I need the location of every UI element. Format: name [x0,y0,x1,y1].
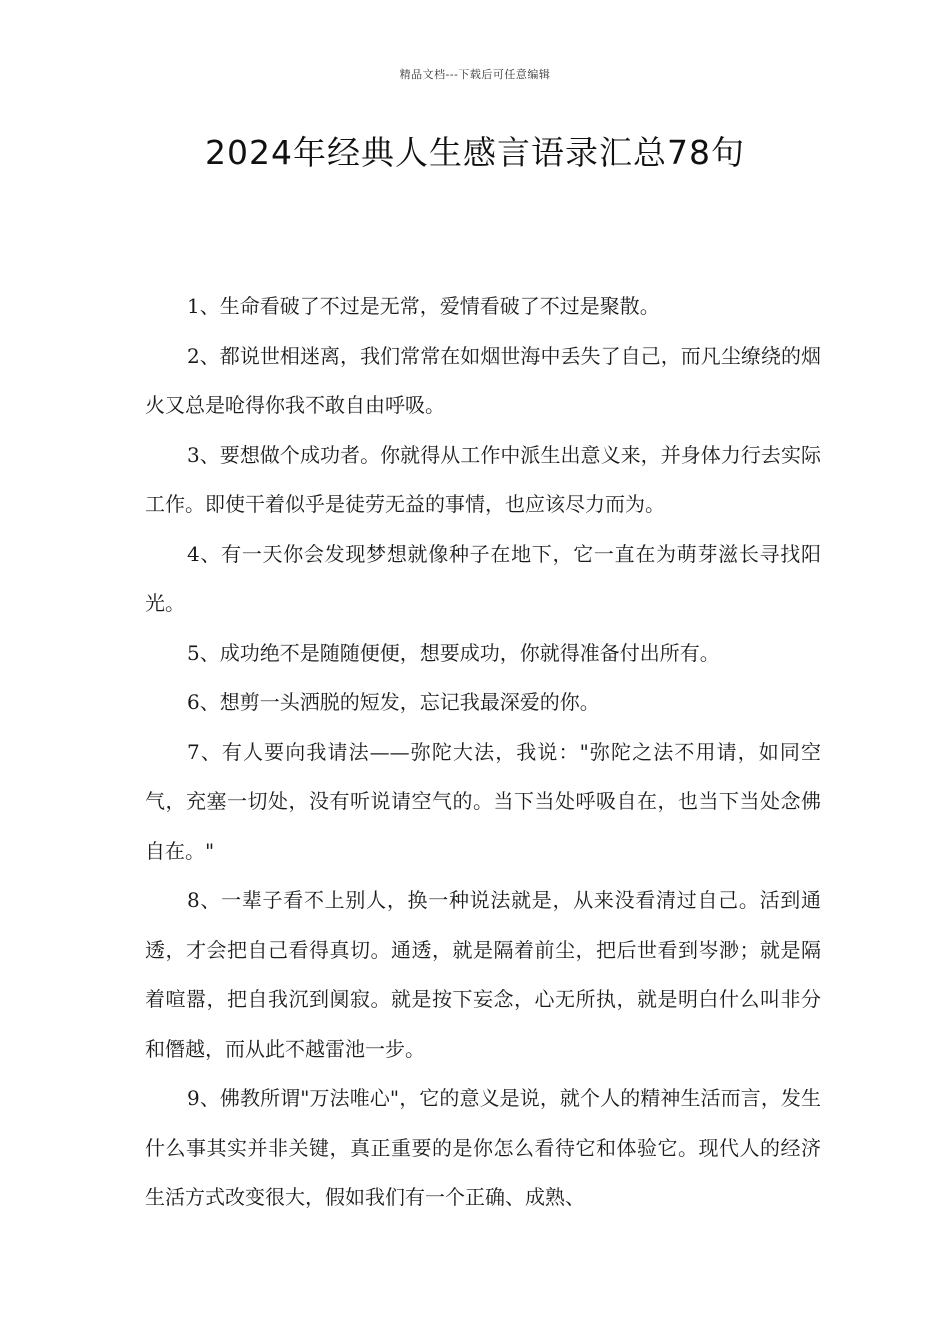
paragraph-1: 1、生命看破了不过是无常，爱情看破了不过是聚散。 [187,294,660,318]
paragraph-6: 6、想剪一头洒脱的短发，忘记我最深爱的你。 [187,690,600,714]
paragraph-8: 8、一辈子看不上别人，换一种说法就是，从来没看清过自己。活到通透，才会把自己看得真切。通透，就是隔着前尘，把后世看到岑渺；就是隔着喧嚣，把自我沉到阒寂。就是按下妄念，心无所执，就是明白什么叫非分和僭越，而从此不越雷池一步。 [145,888,821,1061]
paragraph-7: 7、有人要向我请法——弥陀大法，我说："弥陀之法不用请，如同空气，充塞一切处，没有听说请空气的。当下当处呼吸自在，也当下当处念佛自在。" [145,739,821,863]
header-note: 精品文档---下载后可任意编辑 [399,68,551,81]
paragraph-2: 2、都说世相迷离，我们常常在如烟世海中丢失了自己，而凡尘缭绕的烟火又总是呛得你我不敢自由呼吸。 [145,343,821,417]
paragraph-3: 3、要想做个成功者。你就得从工作中派生出意义来，并身体力行去实际工作。即使干着似乎是徒劳无益的事情，也应该尽力而为。 [145,442,821,516]
document-body [145,282,821,1223]
paragraph-9: 9、佛教所谓"万法唯心"，它的意义是说，就个人的精神生活而言，发生 什么事其实并非关键，真正重要的是你怎么看待它和体验它。现代人的经济 生活方式改变很大，假如我们有一个正确、成熟、 [145,1086,821,1209]
document-title: 2024年经典人生感言语录汇总78句 [205,133,745,172]
paragraph-4: 4、有一天你会发现梦想就像种子在地下，它一直在为萌芽滋长寻找阳光。 [145,541,821,615]
paragraph-5: 5、成功绝不是随随便便，想要成功，你就得准备付出所有。 [187,640,720,665]
